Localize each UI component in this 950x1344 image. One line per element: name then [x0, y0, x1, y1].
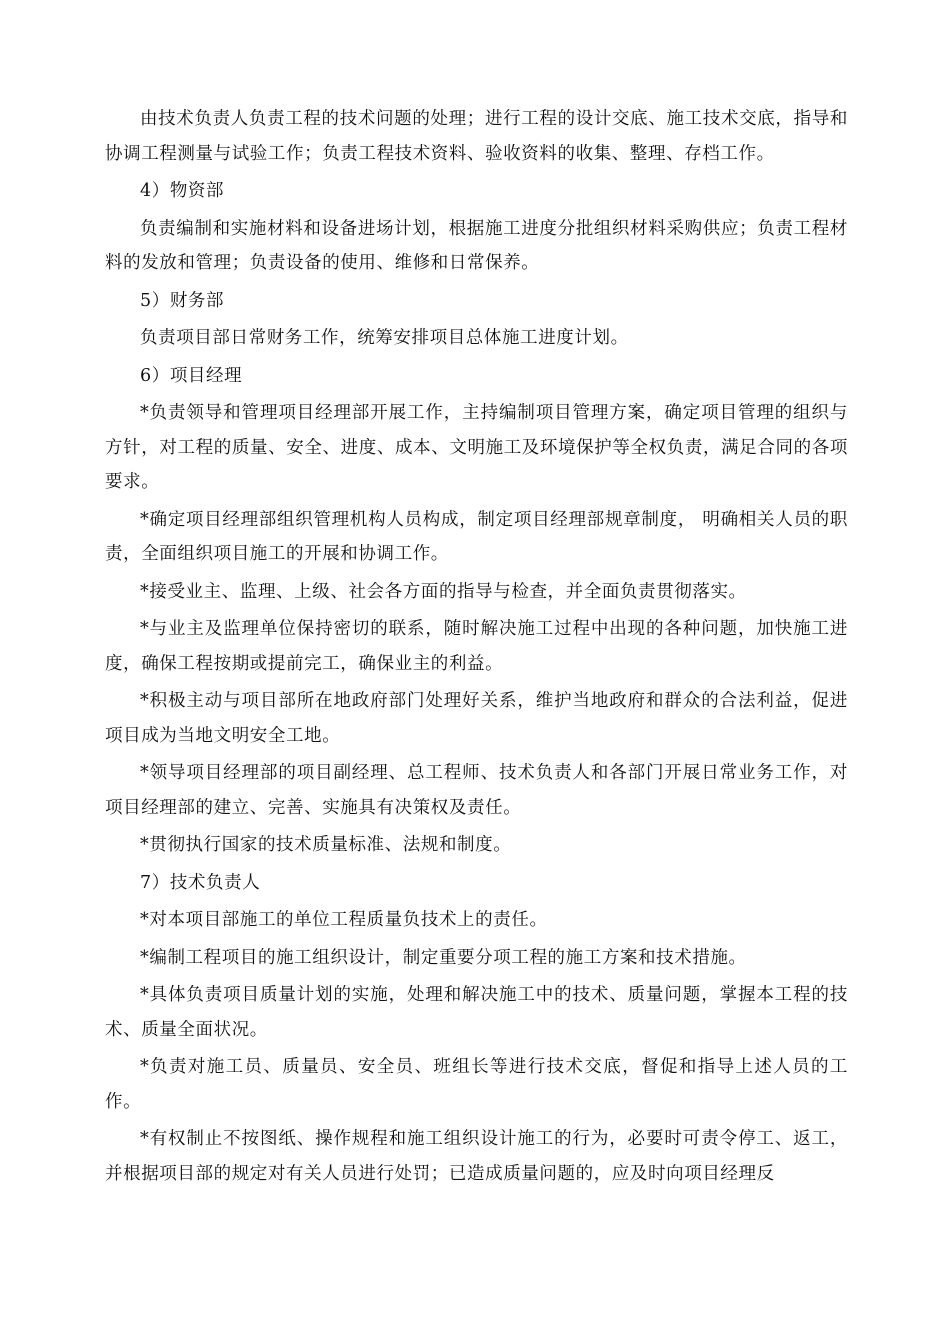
heading-materials-dept: 4）物资部	[140, 181, 225, 201]
paragraph-pm-duty-3: *接受业主、监理、上级、社会各方面的指导与检查，并全面负责贯彻落实。	[140, 581, 747, 602]
paragraph-tl-duty-5: *有权制止不按图纸、操作规程和施工组织设计施工的行为，必要时可责令停工、返工，并根据项目部的规定对有关人员进行处罚；已造成质量问题的，应及时向项目经理反	[105, 1129, 848, 1184]
paragraph-materials-duty: 负责编制和实施材料和设备进场计划，根据施工进度分批组织材料采购供应；负责工程材料的发放和管理；负责设备的使用、维修和日常保养。	[105, 218, 848, 273]
heading-finance-dept: 5）财务部	[140, 290, 225, 311]
paragraph-tech-lead-duty: 由技术负责人负责工程的技术问题的处理；进行工程的设计交底、施工技术交底，指导和协调工程测量与试验工作；负责工程技术资料、验收资料的收集、整理、存档工作。	[105, 109, 848, 164]
paragraph-tl-duty-2: *编制工程项目的施工组织设计，制定重要分项工程的施工方案和技术措施。	[140, 947, 747, 968]
paragraph-pm-duty-5: *积极主动与项目部所在地政府部门处理好关系，维护当地政府和群众的合法利益，促进项目成为当地文明安全工地。	[105, 691, 848, 746]
paragraph-pm-duty-4: *与业主及监理单位保持密切的联系，随时解决施工过程中出现的各种问题，加快施工进度，确保工程按期或提前完工，确保业主的利益。	[105, 619, 848, 674]
heading-technical-lead: 7）技术负责人	[140, 872, 261, 893]
heading-project-manager: 6）项目经理	[140, 365, 243, 386]
paragraph-tl-duty-1: *对本项目部施工的单位工程质量负技术上的责任。	[140, 910, 548, 930]
paragraph-tl-duty-3: *具体负责项目质量计划的实施，处理和解决施工中的技术、质量问题，掌握本工程的技术、质量全面状况。	[105, 985, 848, 1040]
document-page	[105, 102, 848, 1191]
paragraph-finance-duty: 负责项目部日常财务工作，统筹安排项目总体施工进度计划。	[140, 328, 629, 348]
paragraph-pm-duty-7: *贯彻执行国家的技术质量标准、法规和制度。	[140, 835, 512, 855]
paragraph-pm-duty-2: *确定项目经理部组织管理机构人员构成，制定项目经理部规章制度， 明确相关人员的职责，全面组织项目施工的开展和协调工作。	[105, 509, 848, 564]
paragraph-tl-duty-4: *负责对施工员、质量员、安全员、班组长等进行技术交底，督促和指导上述人员的工作。	[105, 1057, 848, 1112]
paragraph-pm-duty-6: *领导项目经理部的项目副经理、总工程师、技术负责人和各部门开展日常业务工作，对项目经理部的建立、完善、实施具有决策权及责任。	[105, 763, 848, 818]
paragraph-pm-duty-1: *负责领导和管理项目经理部开展工作，主持编制项目管理方案，确定项目管理的组织与方针，对工程的质量、安全、进度、成本、文明施工及环境保护等全权负责，满足合同的各项要求。	[105, 403, 848, 492]
